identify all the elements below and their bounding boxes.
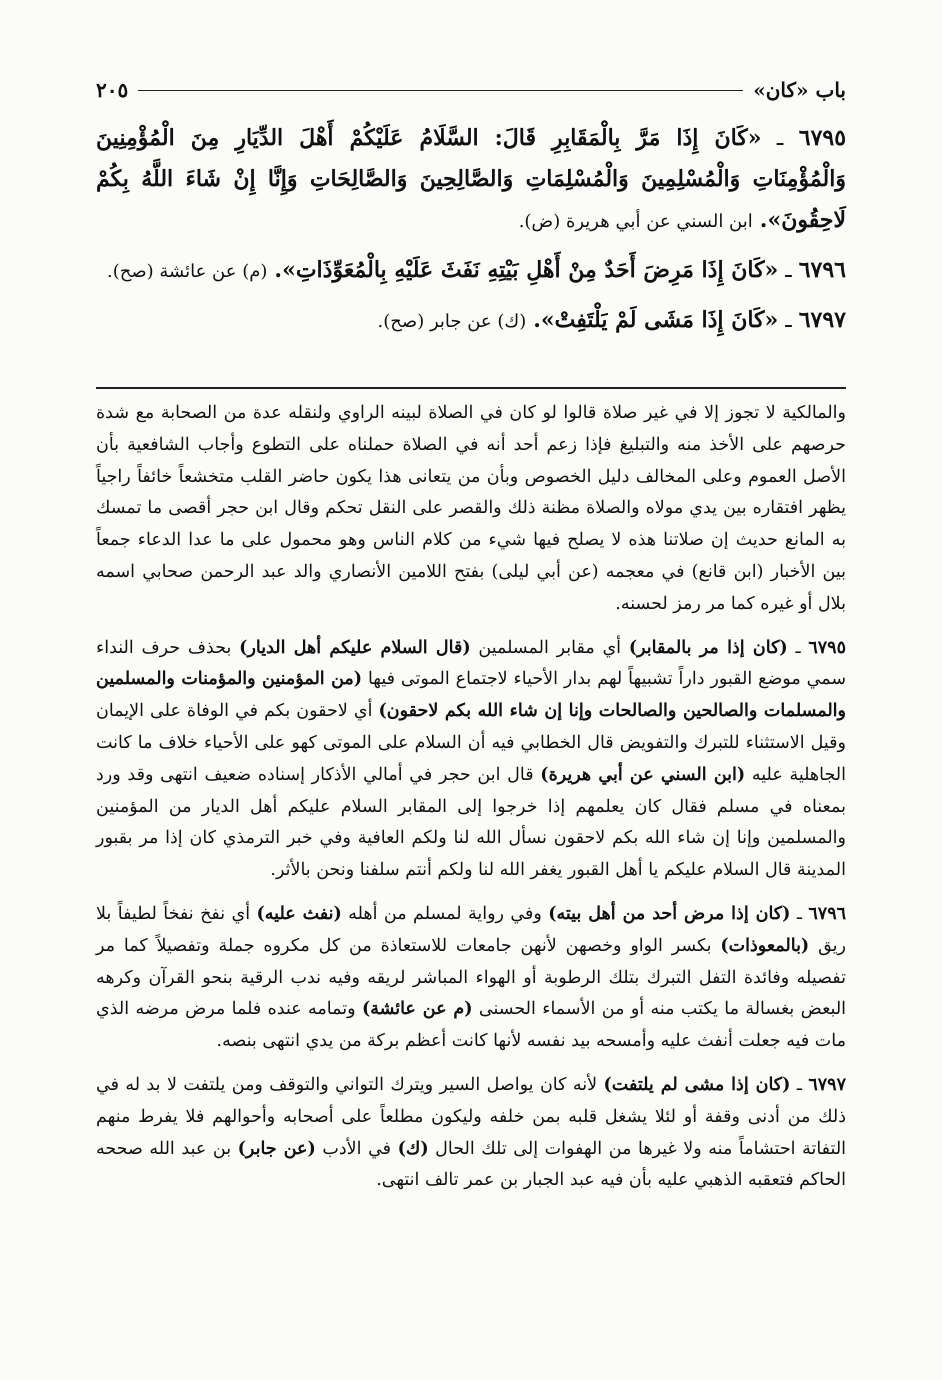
hadith-number: ٦٧٩٥	[798, 125, 847, 151]
hadith-text: «كَانَ إِذَا مَرَّ بِالْمَقَابِرِ قَالَ: السَّلَامُ عَلَيْكُمْ أَهْلَ الدِّيَارِ مِنَ الْمُؤْمِنِينَ وَالْمُؤْمِنَاتِ وَالْمُسْلِمِينَ وَالْمُسْلِمَاتِ وَالصَّالِحِينَ وَالصَّالِحَاتِ وَإِنَّا إِنْ شَاءَ اللَّهُ بِكُمْ لَاحِقُونَ».	[96, 125, 846, 233]
hadith-source: (ك) عن جابر (صح).	[377, 311, 527, 332]
quoted-phrase: (عن جابر)	[237, 1138, 316, 1159]
commentary-text: أي مقابر المسلمين	[470, 637, 629, 658]
hadith-source: (م) عن عائشة (صح).	[107, 261, 268, 282]
quoted-phrase: (م عن عائشة)	[361, 999, 473, 1020]
commentary-text: بن عبد الله صححه الحاكم فتعقبه الذهبي عليه بأن فيه عبد الجبار بن عمر تالف انتهى.	[96, 1138, 846, 1191]
commentary-text: بحذف حرف النداء سمي موضع القبور داراً تشبيهاً لهم بدار الأحياء لاجتماع الموتى فيها	[96, 637, 846, 690]
footnote-divider	[96, 387, 846, 389]
hadith-number: ٦٧٩٧	[798, 307, 846, 333]
commentary-entry: ٦٧٩٦ ـ (كان إذا مرض أحد من أهل بيته) وفي رواية لمسلم من أهله (نفث عليه) أي نفخ نفخاً لطيفاً بلا ريق (بالمعوذات) بكسر الواو وخصهن لأنهن جامعات للاستعاذة من كل مكروه جملة وتفصيلاً كما مر تفصيله وفائدة التفل التبرك بتلك الرطوبة أو الهواء المباشر لريقه وفيه ندب الرقية بنحو القرآن وكرهه البعض بغسالة ما يكتب منه أو من الأسماء الحسنى (م عن عائشة) وتمامه عنده فلما مرض مرضه الذي مات فيه جعلت أنفث عليه وأمسحه بيد نفسه لأنها كانت أعظم بركة من يدي انتهى بنصه.	[96, 903, 847, 1052]
commentary-entry: ٦٧٩٧ ـ (كان إذا مشى لم يلتفت) لأنه كان يواصل السير ويترك التواني والتوقف ومن يلتفت لا بد له في ذلك من أدنى وقفة أو لئلا يشغل قلبه بمن خلفه وليكون مطلعاً على أصحابه وأحوالهم فلا يفرط منهم التفاتة احتشاماً منه ولا غيرها من الهفوات إلى تلك الحال (ك) في الأدب (عن جابر) بن عبد الله صححه الحاكم فتعقبه الذهبي عليه بأن فيه عبد الجبار بن عمر تالف انتهى.	[96, 1074, 847, 1191]
hadith-entry: ٦٧٩٦ ـ «كَانَ إِذَا مَرِضَ أَحَدٌ مِنْ أَهْلِ بَيْتِهِ نَفَثَ عَلَيْهِ بِالْمُعَوِّذَاتِ». (م) عن عائشة (صح).	[107, 257, 846, 283]
commentary-text: لأنه كان يواصل السير ويترك التواني والتوقف ومن يلتفت لا بد له في ذلك من أدنى وقفة أو لئلا يشغل قلبه بمن خلفه وليكون مطلعاً على أصحابه وأحوالهم فلا يفرط منهم التفاتة احتشاماً منه ولا غيرها من الهفوات إلى تلك الحال	[96, 1074, 847, 1159]
commentary-text: أي نفخ نفخاً لطيفاً بلا ريق	[96, 903, 846, 956]
commentary-section	[96, 398, 846, 1209]
header-rule	[138, 90, 743, 91]
quoted-phrase: (كان إذا مر بالمقابر)	[628, 637, 788, 658]
commentary-text: قال ابن حجر في أمالي الأذكار إسناده ضعيف انتهى وقد ورد بمعناه في مسلم فقال كان يعلمهم إذا خرجوا إلى المقابر السلام عليكم أهل الديار من المؤمنين والمسلمين وإنا إن شاء الله بكم لاحقون نسأل الله لنا ولكم العافية وفي خبر الترمذي كان إذا مر بقبور المدينة قال السلام عليكم يا أهل القبور يغفر الله لنا ولكم أنتم سلفنا ونحن بالأثر.	[96, 764, 846, 881]
commentary-text: وفي رواية لمسلم من أهله	[341, 903, 549, 924]
quoted-phrase: (من المؤمنين والمؤمنات والمسلمين والمسلمات والصالحين والصالحات وإنا إن شاء الله بكم لاحقون)	[96, 669, 846, 722]
page-header	[96, 74, 846, 106]
hadith-text: «كَانَ إِذَا مَرِضَ أَحَدٌ مِنْ أَهْلِ بَيْتِهِ نَفَثَ عَلَيْهِ بِالْمُعَوِّذَاتِ».	[274, 257, 779, 283]
commentary-text: في الأدب	[315, 1138, 398, 1159]
quoted-phrase: (نفث عليه)	[256, 903, 342, 924]
hadith-list	[96, 118, 846, 350]
chapter-title: باب «كان»	[753, 78, 846, 102]
hadith-source: ابن السني عن أبي هريرة (ض).	[518, 211, 753, 232]
commentary-intro: والمالكية لا تجوز إلا في غير صلاة قالوا لو كان في الصلاة لبينه الراوي ولنقله عدة من الصحابة مع شدة حرصهم على الأخذ منه والتبليغ فإذا زعم أحد أنه في الصلاة حملناه على التطوع وأجاب الشافعية بأن الأصل العموم وعلى المخالف دليل الخصوص وبأن من يتعانى هذا يكون حاضر القلب متخشعاً خائفاً راجياً يظهر افتقاره بين يدي مولاه والصلاة مظنة ذلك والقصر على النقل تحكم وقال ابن حجر أقصى ما تمسك به المانع حديث إن صلاتنا هذه لا يصلح فيها شيء من كلام الناس وهو محمول على ما عدا الدعاء جمعاً بين الأخبار (ابن قانع) في معجمه (عن أبي ليلى) بفتح اللامين الأنصاري والد عبد الرحمن صحابي اسمه بلال أو غيره كما مر رمز لحسنه.	[96, 403, 846, 614]
quoted-phrase: (كان إذا مرض أحد من أهل بيته)	[548, 903, 791, 924]
commentary-number: ٦٧٩٦	[808, 903, 846, 924]
hadith-text: «كَانَ إِذَا مَشَى لَمْ يَلْتَفِتْ».	[533, 307, 779, 333]
quoted-phrase: (كان إذا مشى لم يلتفت)	[603, 1074, 791, 1095]
commentary-number: ٦٧٩٥	[808, 637, 846, 658]
quoted-phrase: (ك)	[397, 1138, 429, 1159]
quoted-phrase: (ابن السني عن أبي هريرة)	[540, 764, 746, 785]
quoted-phrase: (بالمعوذات)	[720, 935, 810, 956]
commentary-entry: ٦٧٩٥ ـ (كان إذا مر بالمقابر) أي مقابر المسلمين (قال السلام عليكم أهل الديار) بحذف حرف النداء سمي موضع القبور داراً تشبيهاً لهم بدار الأحياء لاجتماع الموتى فيها (من المؤمنين والمؤمنات والمسلمين والمسلمات والصالحين والصالحات وإنا إن شاء الله بكم لاحقون) أي لاحقون بكم في الوفاة على الإيمان وقيل الاستثناء للتبرك والتفويض قال الخطابي فيه أن السلام على الموتى كهو على الأحياء خلاف ما كانت الجاهلية عليه (ابن السني عن أبي هريرة) قال ابن حجر في أمالي الأذكار إسناده ضعيف انتهى وقد ورد بمعناه في مسلم فقال كان يعلمهم إذا خرجوا إلى المقابر السلام عليكم أهل الديار من المؤمنين والمسلمين وإنا إن شاء الله بكم لاحقون نسأل الله لنا ولكم العافية وفي خبر الترمذي كان إذا مر بقبور المدينة قال السلام عليكم يا أهل القبور يغفر الله لنا ولكم أنتم سلفنا ونحن بالأثر.	[96, 637, 846, 881]
commentary-text: أي لاحقون بكم في الوفاة على الإيمان وقيل الاستثناء للتبرك والتفويض قال الخطابي فيه أن السلام على الموتى كهو على الأحياء خلاف ما كانت الجاهلية عليه	[96, 701, 846, 785]
hadith-number: ٦٧٩٦	[798, 257, 846, 283]
page-number: ٢٠٥	[96, 78, 129, 102]
quoted-phrase: (قال السلام عليكم أهل الديار)	[239, 637, 471, 658]
hadith-entry: ٦٧٩٧ ـ «كَانَ إِذَا مَشَى لَمْ يَلْتَفِتْ». (ك) عن جابر (صح).	[377, 307, 846, 333]
commentary-text: بكسر الواو وخصهن لأنهن جامعات للاستعاذة من كل مكروه جملة وتفصيلاً كما مر تفصيله وفائدة التفل التبرك بتلك الرطوبة أو الهواء المباشر لريقه وفيه ندب الرقية بنحو القرآن وكرهه البعض بغسالة ما يكتب منه أو من الأسماء الحسنى	[96, 935, 847, 1020]
commentary-number: ٦٧٩٧	[808, 1074, 846, 1095]
hadith-entry: ٦٧٩٥ ـ «كَانَ إِذَا مَرَّ بِالْمَقَابِرِ قَالَ: السَّلَامُ عَلَيْكُمْ أَهْلَ الدِّيَارِ مِنَ الْمُؤْمِنِينَ وَالْمُؤْمِنَاتِ وَالْمُسْلِمِينَ وَالْمُسْلِمَاتِ وَالصَّالِحِينَ وَالصَّالِحَاتِ وَإِنَّا إِنْ شَاءَ اللَّهُ بِكُمْ لَاحِقُونَ». ابن السني عن أبي هريرة (ض).	[96, 125, 847, 233]
commentary-text: وتمامه عنده فلما مرض مرضه الذي مات فيه جعلت أنفث عليه وأمسحه بيد نفسه لأنها كانت أعظم بركة من يدي انتهى بنصه.	[96, 999, 846, 1052]
